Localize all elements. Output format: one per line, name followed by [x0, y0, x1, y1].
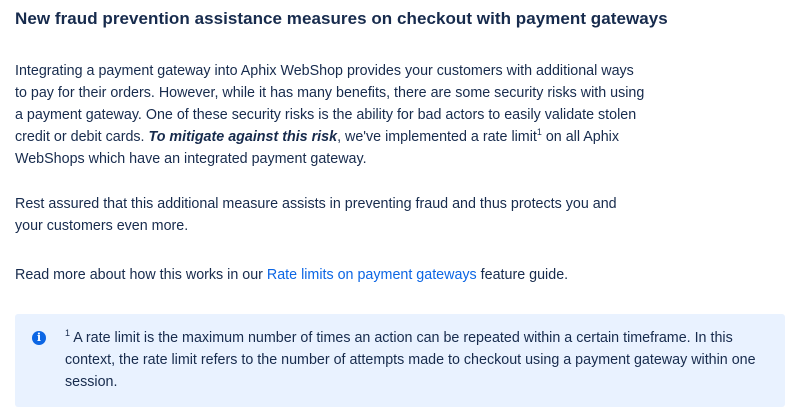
footnote-reference: 1 — [536, 127, 542, 138]
rate-limit-definition: A rate limit is the maximum number of times an action can be repeated within a certain timeframe. In this context, the rate limit refers to the number of attempts made to checkout using a payment gateway within one session. — [65, 330, 756, 390]
read-more-text-start: Read more about how this works in our — [15, 267, 267, 283]
footnote-marker: 1 — [65, 328, 71, 339]
intro-text-end: on all Aphix WebShops which have an integrated payment gateway. — [15, 129, 619, 167]
footnote-info-panel — [15, 314, 785, 407]
read-more-text-end: feature guide. — [476, 267, 569, 283]
intro-paragraph — [15, 60, 645, 170]
footnote-text — [65, 327, 775, 393]
article-title: New fraud prevention assistance measures on checkout with payment gateways — [15, 9, 668, 28]
reassurance-paragraph: Rest assured that this additional measure assists in preventing fraud and thus protects you and your customers even more. — [15, 196, 617, 234]
intro-text-middle: , we've implemented a rate limit — [337, 129, 537, 145]
info-icon: i — [32, 331, 46, 345]
read-more-paragraph — [15, 264, 715, 286]
rate-limits-feature-guide-link[interactable]: Rate limits on payment gateways — [266, 267, 477, 283]
intro-text-start: Integrating a payment gateway into Aphix WebShop provides your customers with additional ways to pay for their orders. However, while it has many benefits, there are some security risks with using a payment gateway. One of these security risks is the ability for bad actors to easily validate stolen credit or debit cards. — [15, 63, 645, 145]
mitigation-emphasis: To mitigate against this risk — [148, 129, 338, 145]
